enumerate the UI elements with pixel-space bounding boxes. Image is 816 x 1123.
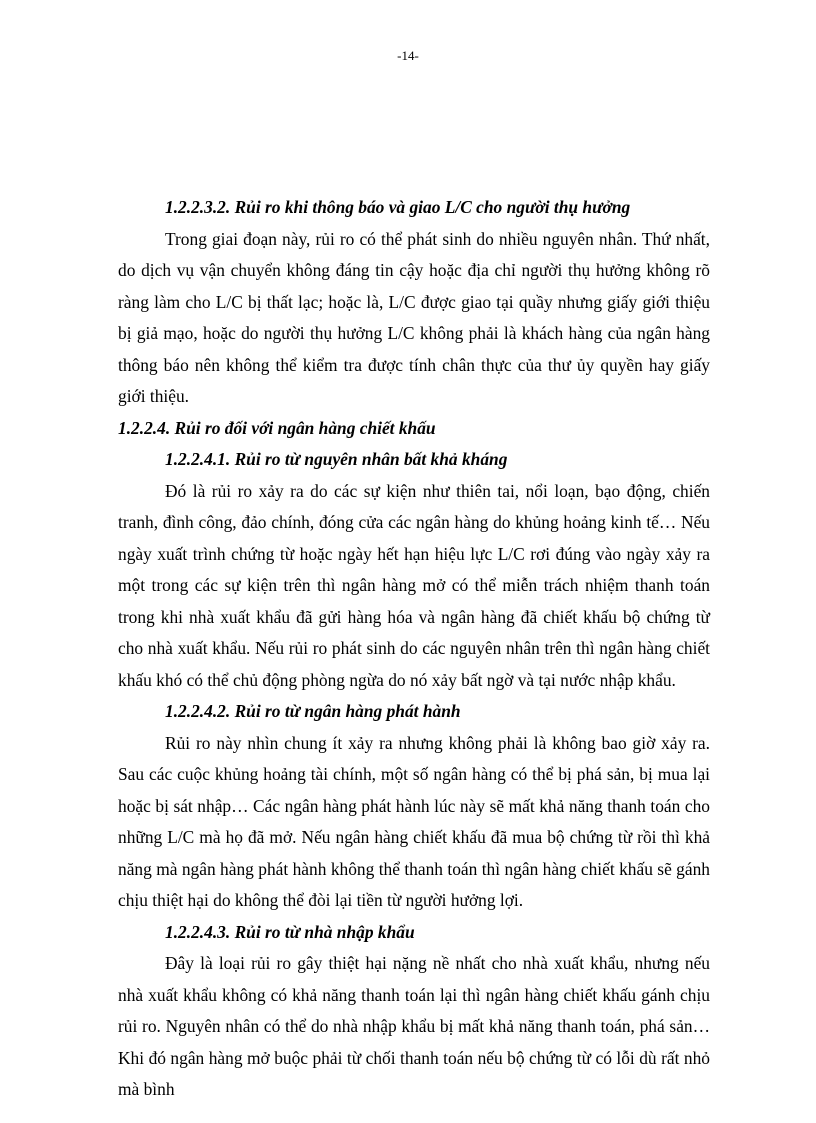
section-heading-1-2-2-4-1: 1.2.2.4.1. Rủi ro từ nguyên nhân bất khả kháng <box>165 449 508 469</box>
document-body <box>118 192 710 1106</box>
paragraph-importer-risk: Đây là loại rủi ro gây thiệt hại nặng nề nhất cho nhà xuất khẩu, nhưng nếu nhà xuất khẩu không có khả năng thanh toán lại thì ngân hàng chiết khấu gánh chịu rủi ro. Nguyên nhân có thể do nhà nhập khẩu bị mất khả năng thanh toán, phá sản… Khi đó ngân hàng mở buộc phải từ chối thanh toán nếu bộ chứng từ có lỗi dù rất nhỏ mà bình <box>118 953 710 1099</box>
section-heading-1-2-2-4-3: 1.2.2.4.3. Rủi ro từ nhà nhập khẩu <box>165 921 415 942</box>
section-heading-1-2-2-4: 1.2.2.4. Rủi ro đối với ngân hàng chiết khấu <box>118 417 436 438</box>
paragraph-issuing-bank-risk: Rủi ro này nhìn chung ít xảy ra nhưng không phải là không bao giờ xảy ra. Sau các cuộc khủng hoảng tài chính, một số ngân hàng có thể bị phá sản, bị mua lại hoặc bị sát nhập… Các ngân hàng phát hành lúc này sẽ mất khả năng thanh toán cho những L/C mà họ đã mở. Nếu ngân hàng chiết khấu đã mua bộ chứng từ rồi thì khả năng mà ngân hàng phát hành không thể thanh toán thì ngân hàng chiết khấu sẽ gánh chịu thiệt hại do không thể đòi lại tiền từ người hưởng lợi. <box>118 732 710 910</box>
paragraph-notification-risk: Trong giai đoạn này, rủi ro có thể phát sinh do nhiều nguyên nhân. Thứ nhất, do dịch vụ vận chuyển không đáng tin cậy hoặc địa chỉ người thụ hưởng không rõ ràng làm cho L/C bị thất lạc; hoặc là, L/C được giao tại quầy nhưng giấy giới thiệu bị giả mạo, hoặc do người thụ hưởng L/C không phải là khách hàng của ngân hàng thông báo nên không thể kiểm tra được tính chân thực của thư ủy quyền hay giấy giới thiệu. <box>118 228 710 406</box>
paragraph-force-majeure-risk: Đó là rủi ro xảy ra do các sự kiện như thiên tai, nổi loạn, bạo động, chiến tranh, đình công, đảo chính, đóng cửa các ngân hàng do khủng hoảng kinh tế… Nếu ngày xuất trình chứng từ hoặc ngày hết hạn hiệu lực L/C rơi đúng vào ngày xảy ra một trong các sự kiện trên thì ngân hàng mở có thể miễn trách nhiệm thanh toán trong khi nhà xuất khẩu đã gửi hàng hóa và ngân hàng đã chiết khấu bộ chứng từ cho nhà xuất khẩu. Nếu rủi ro phát sinh do các nguyên nhân trên thì ngân hàng chiết khấu khó có thể chủ động phòng ngừa do nó xảy bất ngờ và tại nước nhập khẩu. <box>118 480 710 690</box>
page-number: -14- <box>397 48 419 63</box>
section-heading-1-2-2-3-2: 1.2.2.3.2. Rủi ro khi thông báo và giao L/C cho người thụ hưởng <box>165 197 631 217</box>
section-heading-1-2-2-4-2: 1.2.2.4.2. Rủi ro từ ngân hàng phát hành <box>165 701 461 721</box>
